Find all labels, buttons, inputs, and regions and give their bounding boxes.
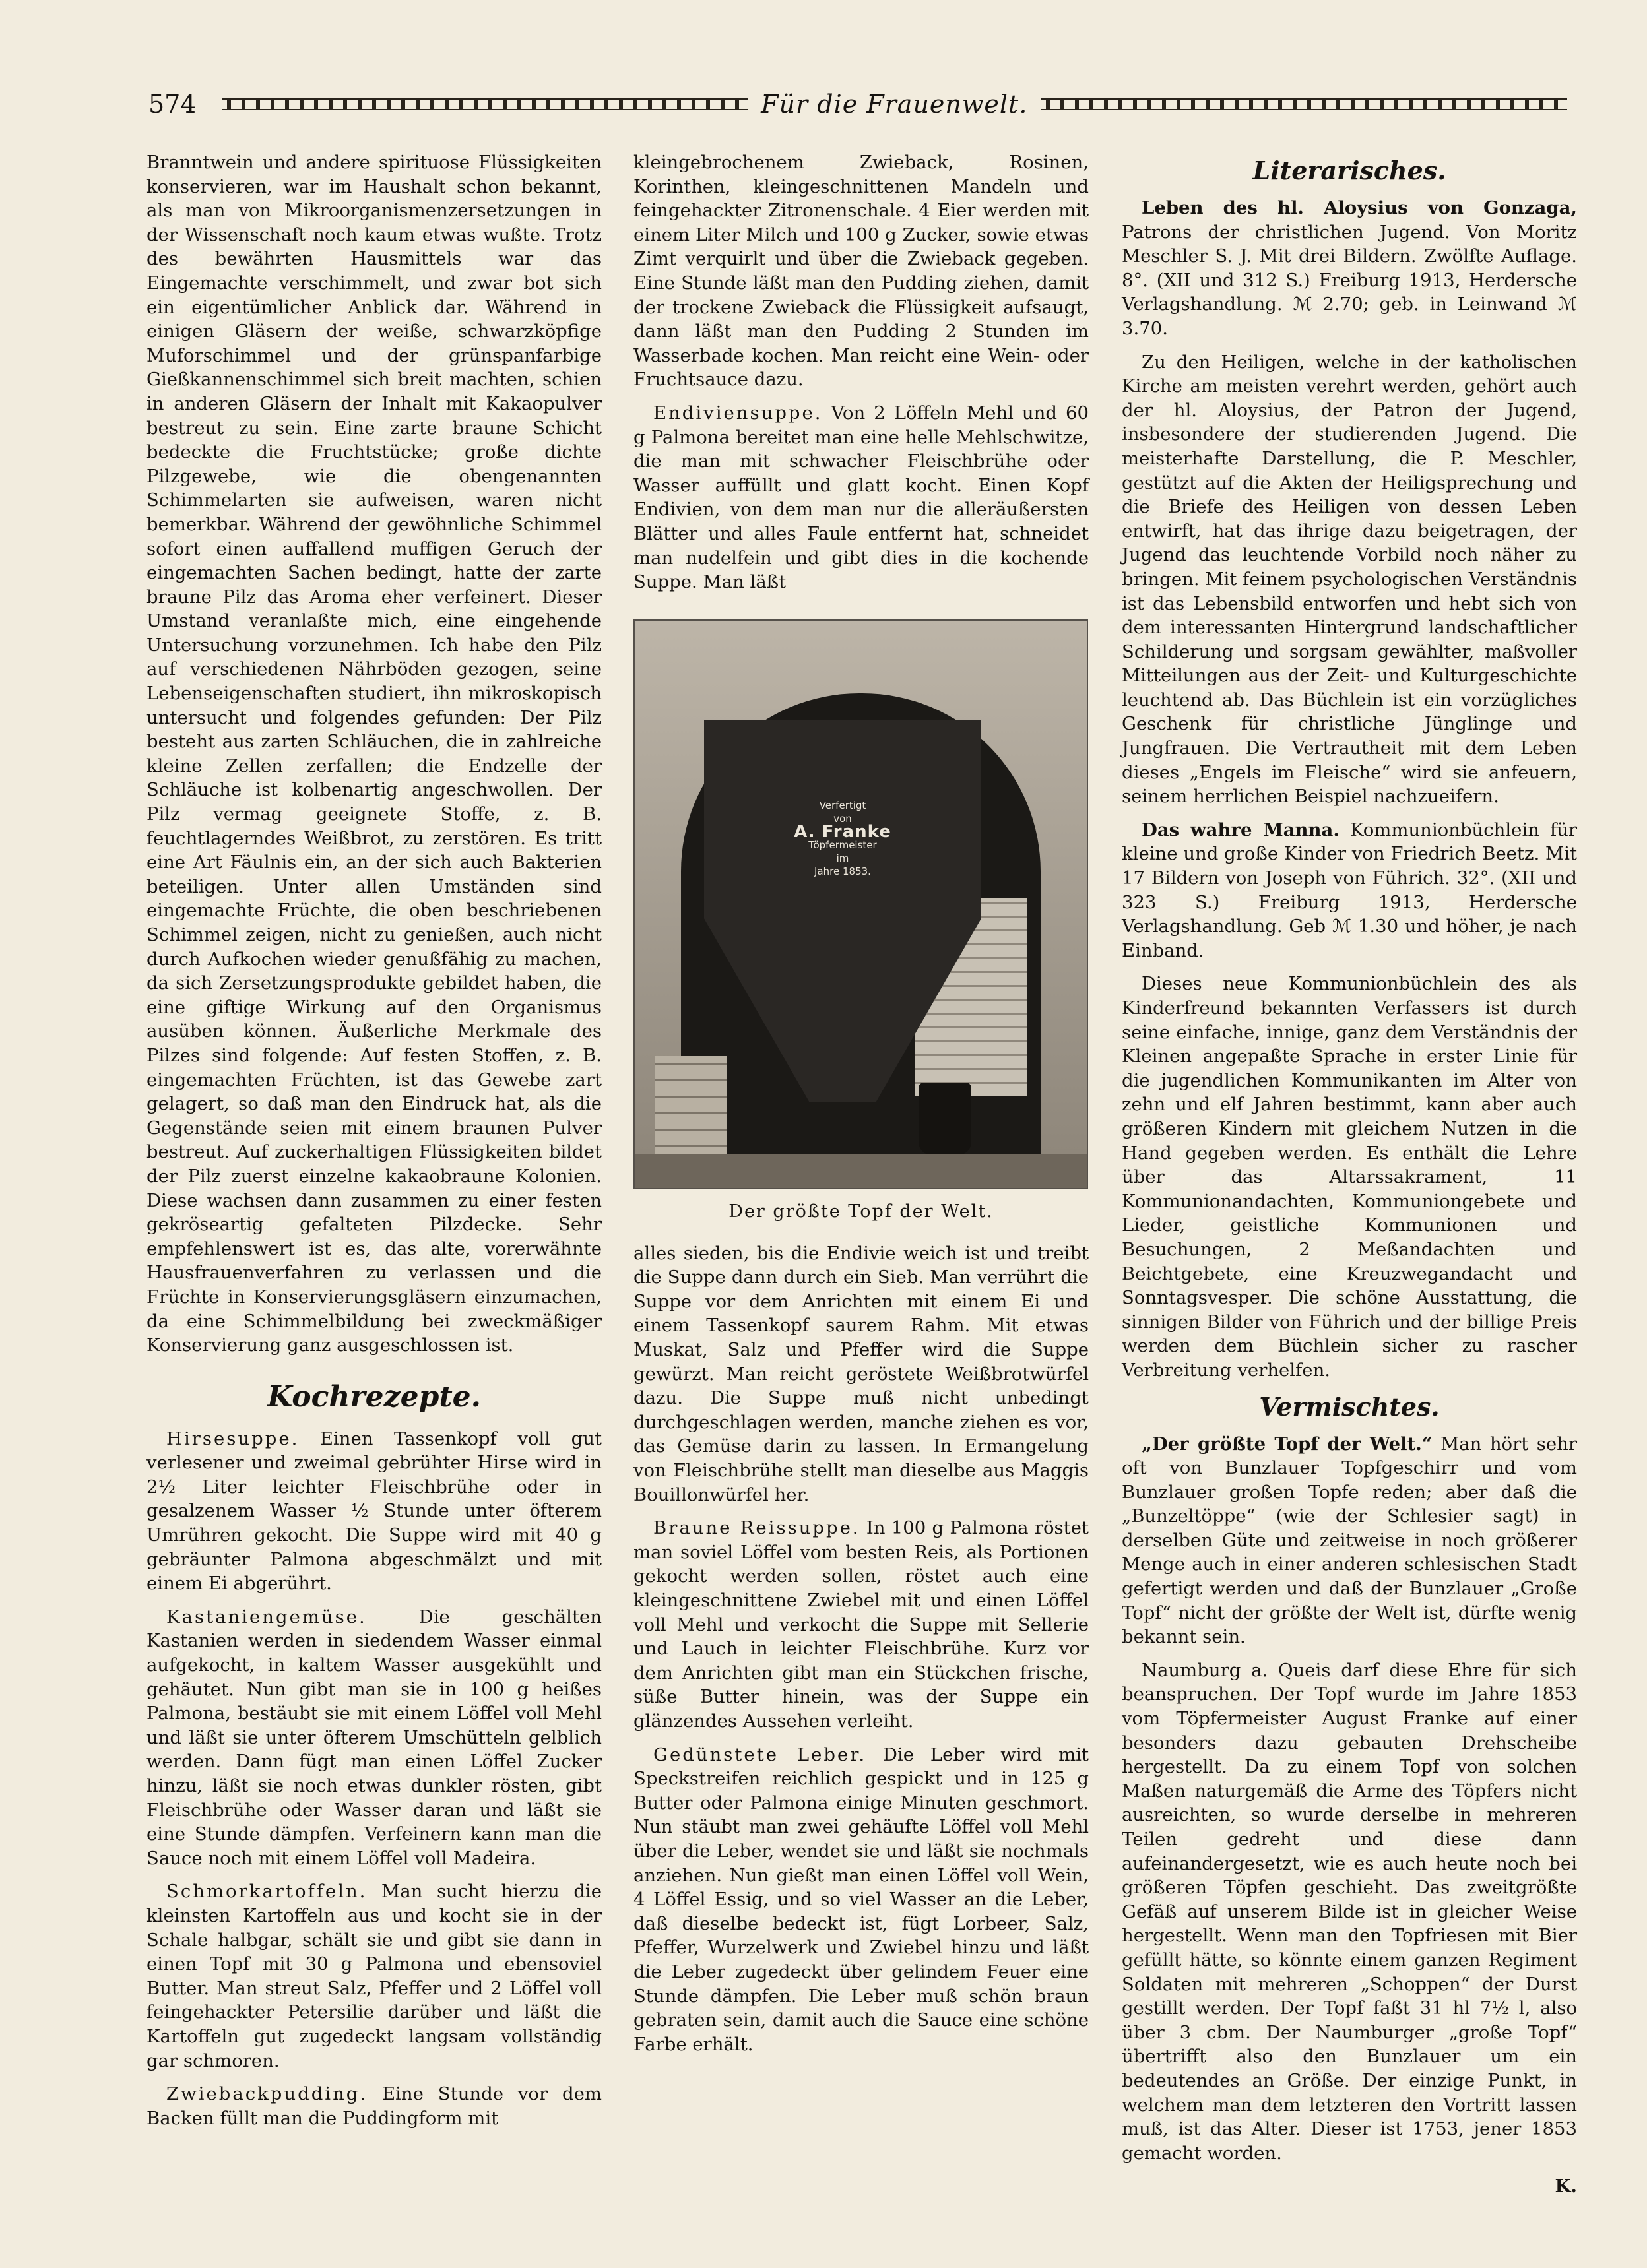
recipe-endiviensuppe-continued: alles sieden, bis die Endivie weich ist und treibt die Suppe dann durch ein Sieb. Man verrührt die Suppe vor dem Anrichten mit einem Ei und einem Tassenkopf saurem Rahm. Mit etwas Muskat, Salz und Pfeffer wird die Suppe gewürzt. Man reicht geröstete Weißbrotwürfel dazu. Die Suppe muß nicht unbedingt durchgeschlagen werden, manche ziehen es vor, das Gemüse darin zu lassen. In Ermangelung von Fleischbrühe stellt man dieselbe aus Maggis Bouillonwürfel her. xyxy=(633,1242,1089,1505)
recipe-kastaniengemuese xyxy=(146,1605,602,1871)
figure-caption: Der größte Topf der Welt. xyxy=(728,1201,994,1222)
recipe-hirsesuppe xyxy=(146,1427,602,1596)
article-text: Branntwein und andere spirituose Flüssigkeiten konservieren, war im Haushalt schon bekannt, als man von Mikroorganismenzersetzungen in der Wissenschaft noch kaum etwas wußte. Trotz des bewährten Hausmittels war das Eingemachte verschimmelt, und zwar bot sich ein eigentümlicher Anblick dar. Während in einigen Gläsern der weiße, schwarzköpfige Muforschimmel und der grünspanfarbige Gießkannenschimmel sich breit machten, schien in anderen Gläsern der Inhalt mit Kakaopulver bestreut zu sein. Eine zarte braune Schicht bedeckte die Fruchtstücke; große dichte Pilzgewebe, wie die obengenannten Schimmelarten sie aufweisen, waren nicht bemerkbar. Während der gewöhnliche Schimmel sofort einen auffallend muffigen Geruch der eingemachten Sachen bedingt, hatte der zarte braune Pilz das Aroma eher verfeinert. Dieser Umstand veranlaßte mich, eine eingehende Untersuchung vorzunehmen. Ich habe den Pilz auf verschiedenen Nährböden gezogen, seine Lebenseigenschaften studiert, ihn mikroskopisch untersucht und folgendes gefunden: Der Pilz besteht aus zarten Schläuchen, die in zahlreiche kleine Zellen zerfallen; die Endzelle der Schläuche ist kolbenartig angeschwollen. Der Pilz vermag geeignete Stoffe, z. B. feuchtlagerndes Weißbrot, zu zerstören. Es tritt eine Art Fäulnis ein, an der sich auch Bakterien beteiligen. Unter allen Umständen sind eingemachte Früchte, die oben beschriebenen Schimmel zeigen, nicht zu genießen, auch nicht durch Aufkochen wieder genußfähig zu machen, da sich Zersetzungsprodukte gebildet haben, die eine giftige Wirkung auf den Organismus ausüben können. Äußerliche Merkmale des Pilzes sind folgende: Auf festen Stoffen, z. B. eingemachten Früchten, ist das Gewebe zart gelagert, so daß man den Eindruck hat, als die Gegenstände seien mit einem braunen Pulver bestreut. Auf zuckerhaltigen Flüssigkeiten bildet der Pilz zuerst einzelne kakaobraune Kolonien. Diese wachsen dann zusammen zu einer festen gekröseartig gefalteten Pilzdecke. Sehr empfehlenswert ist es, das alte, vorerwähnte Hausfrauenverfahren zu verlassen und die Früchte in Konservierungsgläsern einzumachen, da eine Schimmelbildung bei zweckmäßiger Konservierung ganz ausgeschlossen ist. xyxy=(146,152,602,1356)
section-heading-kochrezepte: Kochrezepte. xyxy=(267,1379,481,1414)
recipe-title: Gedünstete Leber. xyxy=(653,1744,867,1765)
recipe-title: Kastaniengemüse. xyxy=(166,1606,367,1627)
book-details: Kommunionbüchlein für kleine und große Kinder von Friedrich Beetz. Mit 17 Bildern von Joseph von Führich. 32°. (XII und 323 S.) Freiburg 1913, Herdersche Verlagshandlung. Geb ℳ 1.30 und höher, je nach Einband. xyxy=(1122,819,1577,961)
recipe-schmorkartoffeln xyxy=(146,1879,602,2073)
book-title: Leben des hl. Aloysius von Gonzaga, xyxy=(1142,197,1577,218)
recipe-zwiebackpudding xyxy=(146,2082,602,2130)
recipe-text: Von 2 Löffeln Mehl und 60 g Palmona bereitet man eine helle Mehlschwitze, die man mit schwacher Fleischbrühe oder Wasser auffüllt und glatt kocht. Einen Kopf Endivien, von dem man nur die alleräußersten Blätter und alles Faule entfernt hat, schneidet man nudelfein und gibt dies in die kochende Suppe. Man läßt xyxy=(633,402,1089,593)
recipe-text: Eine Stunde vor dem Backen füllt man die Puddingform mit xyxy=(146,2083,602,2129)
inscription-line: im xyxy=(836,852,849,864)
pot-photograph xyxy=(633,619,1088,1189)
column-3 xyxy=(1122,150,1577,2208)
inscription-maker: A. Franke xyxy=(794,821,891,842)
book-review-text: Dieses neue Kommunionbüchlein des als Kinderfreund bekannten Verfassers ist durch seine einfache, innige, ganz dem Verständnis der Kleinen angepaßte Sprache in erster Linie für die jugendlichen Kommunikanten im Alter von zehn und elf Jahren bestimmt, kann aber auch größeren Kindern mit gleichem Nutzen in die Hand gegeben werden. Es enthält die Lehre über das Altarssakrament, 11 Kommunionandachten, Kommuniongebete und Lieder, geistliche Kommunionen und Besuchungen, 2 Meßandachten und Beichtgebete, eine Kreuzwegandacht und Sonntagsvesper. Die schöne Ausstattung, die sinnigen Bilder von Führich und der billige Preis werden dem Büchlein sicher zu rascher Verbreitung verhelfen. xyxy=(1122,973,1577,1381)
running-title: Für die Frauenwelt. xyxy=(761,90,1028,119)
recipe-braune-reissuppe xyxy=(633,1516,1089,1733)
photo-ground xyxy=(635,1154,1087,1188)
recipe-text: Die geschälten Kastanien werden in siedendem Wasser einmal aufgekocht, in kaltem Wasser ausgekühlt und gehäutet. Nun gibt man sie in 100 g heißes Palmona, bestäubt sie mit einem Löffel voll Mehl und läßt sie unter öfterem Umschütteln gelblich werden. Dann fügt man einen Löffel Zucker hinzu, läßt sie noch etwas dunkler rösten, gibt Fleischbrühe oder Wasser daran und läßt sie eine Stunde dämpfen. Verfeinern kann man die Sauce noch mit einem Löffel voll Madeira. xyxy=(146,1606,602,1869)
inscription-line: Verfertigt xyxy=(819,799,866,811)
inscription-line: von xyxy=(833,812,852,825)
misc-title: „Der größte Topf der Welt.“ xyxy=(1142,1433,1433,1455)
ornament-rule-right xyxy=(1041,98,1567,110)
page-header xyxy=(148,84,1580,124)
book-title: Das wahre Manna. xyxy=(1142,819,1340,840)
recipe-title: Schmorkartoffeln. xyxy=(166,1881,368,1903)
misc-text: Man hört sehr oft von Bunzlauer Topfgeschirr und vom Bunzlauer großen Topfe reden; aber daß die „Bunzeltöppe“ (wie der Schlesier sagt) in derselben Güte und zeitweise in noch größerer Menge auch in einer anderen schlesischen Stadt gefertigt werden und daß der Bunzlauer „Große Topf“ nicht der größte der Welt ist, dürfte wenig bekannt sein. xyxy=(1122,1433,1578,1648)
ornament-rule-left xyxy=(222,98,748,110)
photo-jug xyxy=(919,1083,971,1155)
recipe-title: Endiviensuppe. xyxy=(653,402,823,424)
recipe-continued: kleingebrochenem Zwieback, Rosinen, Korinthen, kleingeschnittenen Mandeln und feingehackter Zitronenschale. 4 Eier werden mit einem Liter Milch und 100 g Zucker, sowie etwas Zimt verquirlt und über die Zwieback gegeben. Eine Stunde läßt man den Pudding ziehen, damit der trockene Zwieback die Flüssigkeit aufsaugt, dann läßt man den Pudding 2 Stunden im Wasserbade kochen. Man reicht eine Wein- oder Fruchtsauce dazu. xyxy=(633,152,1089,391)
photo-pot-stack xyxy=(655,1056,727,1162)
recipe-title: Hirsesuppe. xyxy=(166,1428,300,1449)
section-heading-literarisches: Literarisches. xyxy=(1252,156,1446,185)
misc-article-text: Naumburg a. Queis darf diese Ehre für sich beanspruchen. Der Topf wurde im Jahre 1853 vom Töpfermeister August Franke auf einer besonders dazu gebauten Drehscheibe hergestellt. Da zu einem Topf von solchen Maßen naturgemäß die Arme des Töpfers nicht ausreichten, so wurde derselbe in mehreren Teilen gedreht und diese dann aufeinandergesetzt, wie es auch heute noch bei größeren Töpfen geschieht. Das zweitgrößte Gefäß auf unserem Bilde ist in gleicher Weise hergestellt. Wenn man den Topfriesen mit Bier gefüllt hätte, so könnte einem ganzen Regiment Soldaten mit mehreren „Schoppen“ der Durst gestillt werden. Der Topf faßt 31 hl 7½ l, also über 3 cbm. Der Naumburger „große Topf“ übertrifft also den Bunzlauer um ein bedeutendes an Größe. Der einzige Punkt, in welchem man dem letzteren den Vortritt lassen muß, ist das Alter. Dieser ist 1753, jener 1853 gemacht worden. xyxy=(1122,1659,1577,2164)
inscription-line: Töpfermeister xyxy=(808,838,877,851)
section-heading-vermischtes: Vermischtes. xyxy=(1259,1391,1440,1422)
recipe-text: Einen Tassenkopf voll gut verlesener und zweimal gebrühter Hirse wird in 2½ Liter leichter Fleischbrühe oder in gesalzenem Wasser ½ Stunde unter öfterem Umrühren gekocht. Die Suppe wird mit 40 g gebräunter Palmona abgeschmälzt und mit einem Ei abgerührt. xyxy=(146,1428,602,1594)
recipe-text: Die Leber wird mit Speckstreifen reichlich gespickt und in 125 g Butter oder Palmona einige Minuten geschmort. Nun stäubt man zwei gehäufte Löffel voll Mehl über die Leber, wendet sie und läßt sie nochmals anziehen. Nun gießt man einen Löffel voll Wein, 4 Löffel Essig, und so viel Wasser an die Leber, daß dieselbe bedeckt ist, fügt Lorbeer, Salz, Pfeffer, Wurzelwerk und Zwiebel hinzu und läßt die Leber zugedeckt über gelindem Feuer eine Stunde dämpfen. Die Leber muß schön braun gebraten sein, damit auch die Sauce eine schöne Farbe erhält. xyxy=(633,1744,1089,2055)
book-review-text: Zu den Heiligen, welche in der katholischen Kirche am meisten verehrt werden, gehört auch der hl. Aloysius, der Patron der Jugend, insbesondere der studierenden Jugend. Die meisterhafte Darstellung, die P. Meschler, gestützt auf die Akten der Heiligsprechung und die Briefe des Heiligen von dessen Leben entwirft, hat das ihrige dazu beigetragen, der Jugend das leuchtende Vorbild noch näher zu bringen. Mit feinem psychologischen Verständnis ist das Lebensbild entworfen und hebt sich von dem interessanten Hintergrund landschaftlicher Schilderung und sorgsam gewählter, maßvoller Mitteilungen aus der Zeit- und Kulturgeschichte leuchtend ab. Das Büchlein ist ein vorzügliches Geschenk für christliche Jünglinge und Jungfrauen. Die Vertrautheit mit dem Leben dieses „Engels im Fleische“ wird sie anfeuern, seinem herrlichen Beispiel nachzueifern. xyxy=(1122,351,1577,807)
figure xyxy=(633,619,1089,1222)
column-2 xyxy=(633,150,1089,2065)
book-review-aloysius xyxy=(1122,196,1577,341)
column-1 xyxy=(146,150,602,2139)
page-number: 574 xyxy=(148,90,197,119)
recipe-text: In 100 g Palmona röstet man soviel Löffel vom besten Reis, als Portionen gekocht werden sollen, röstet auch eine kleingeschnittene Zwiebel mit und einen Löffel voll Mehl und verkocht die Suppe mit Sellerie und Lauch in leichter Fleischbrühe. Kurz vor dem Anrichten gibt man ein Stückchen frische, süße Butter hinein, was der Suppe ein glänzendes Aussehen verleiht. xyxy=(633,1517,1089,1732)
misc-article xyxy=(1122,1432,1577,1649)
recipe-title: Zwiebackpudding. xyxy=(166,2083,368,2105)
recipe-text: Man sucht hierzu die kleinsten Kartoffeln aus und kocht sie in der Schale halbgar, schält sie und gibt sie dann in einen Topf mit 30 g Palmona und ebensoviel Butter. Man streut Salz, Pfeffer und 2 Löffel voll feingehackter Petersilie darüber und läßt die Kartoffeln gut zugedeckt langsam vollständig gar schmoren. xyxy=(146,1881,602,2071)
pot-inscription xyxy=(763,799,922,878)
book-details: Patrons der christlichen Jugend. Von Moritz Meschler S. J. Mit drei Bildern. Zwölfte Auflage. 8°. (XII und 312 S.) Freiburg 1913, Herdersche Verlagshandlung. ℳ 2.70; geb. in Leinwand ℳ 3.70. xyxy=(1122,221,1577,339)
recipe-endiviensuppe xyxy=(633,401,1089,594)
book-review-manna xyxy=(1122,818,1577,963)
author-signature: K. xyxy=(1555,2176,1577,2197)
recipe-geduenstete-leber xyxy=(633,1743,1089,2057)
inscription-year: Jahre 1853. xyxy=(814,865,871,877)
recipe-title: Braune Reissuppe. xyxy=(653,1517,860,1539)
